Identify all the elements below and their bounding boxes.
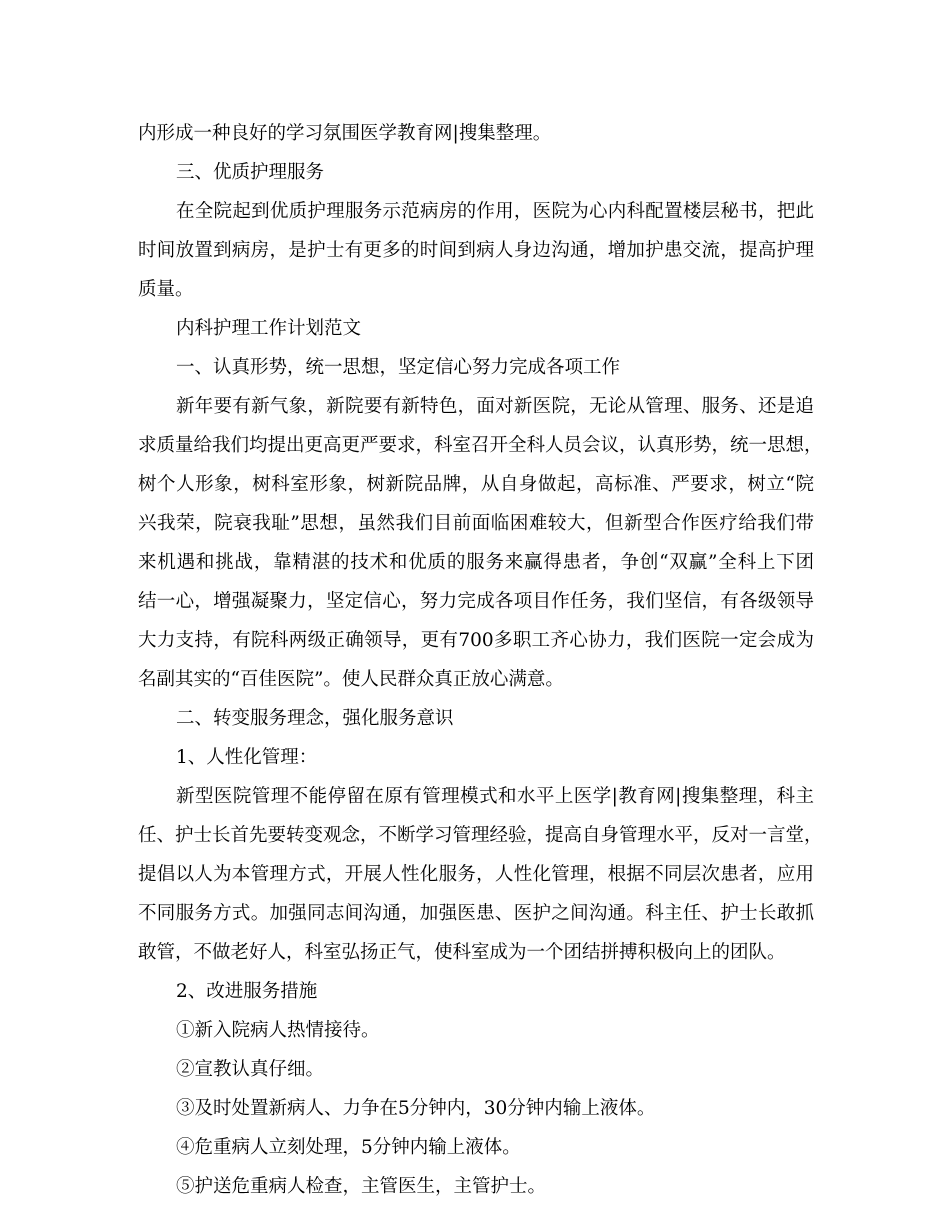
paragraph-line: 树个人形象，树科室形象，树新院品牌，从自身做起，高标准、严要求，树立“院 (138, 474, 814, 495)
paragraph-line: 名副其实的“百佳医院”。使人民群众真正放心满意。 (138, 669, 564, 690)
subsection-heading: 2、改进服务措施 (176, 981, 318, 1002)
paragraph-line: 新型医院管理不能停留在原有管理模式和水平上医学|教育网|搜集整理，科主 (176, 786, 814, 807)
section-heading: 一、认真形势，统一思想，坚定信心努力完成各项工作 (176, 357, 621, 378)
list-item: ②宣教认真仔细。 (176, 1059, 325, 1080)
paragraph-line: 结一心，增强凝聚力，坚定信心，努力完成各项目作任务，我们坚信，有各级领导 (138, 591, 814, 612)
paragraph-line: 大力支持，有院科两级正确领导，更有700多职工齐心协力，我们医院一定会成为 (138, 630, 814, 651)
paragraph-line: 来机遇和挑战，靠精湛的技术和优质的服务来赢得患者，争创“双赢”全科上下团 (138, 552, 814, 573)
subsection-heading: 1、人性化管理： (176, 747, 318, 768)
paragraph-line: 不同服务方式。加强同志间沟通，加强医患、医护之间沟通。科主任、护士长敢抓 (138, 903, 814, 924)
document-title: 内科护理工作计划范文 (176, 318, 362, 339)
paragraph-line: 求质量给我们均提出更高更严要求，科室召开全科人员会议，认真形势，统一思想， (138, 435, 823, 456)
document-body (138, 114, 823, 1206)
paragraph-line: 任、护士长首先要转变观念，不断学习管理经验，提高自身管理水平，反对一言堂， (138, 825, 823, 846)
paragraph-line: 内形成一种良好的学习氛围医学教育网|搜集整理。 (138, 123, 552, 144)
paragraph-line: 新年要有新气象，新院要有新特色，面对新医院，无论从管理、服务、还是追 (176, 396, 814, 417)
list-item: ③及时处置新病人、力争在5分钟内，30分钟内输上液体。 (176, 1098, 656, 1119)
paragraph-line: 提倡以人为本管理方式，开展人性化服务，人性化管理，根据不同层次患者，应用 (138, 864, 814, 885)
section-heading: 三、优质护理服务 (176, 162, 325, 183)
list-item: ①新入院病人热情接待。 (176, 1020, 380, 1041)
paragraph-line: 质量。 (138, 279, 194, 300)
paragraph-line: 时间放置到病房，是护士有更多的时间到病人身边沟通，增加护患交流，提高护理 (138, 240, 814, 261)
paragraph-line: 在全院起到优质护理服务示范病房的作用，医院为心内科配置楼层秘书，把此 (176, 201, 814, 222)
list-item: ⑤护送危重病人检查，主管医生，主管护士。 (176, 1176, 547, 1197)
paragraph-line: 兴我荣，院衰我耻”思想，虽然我们目前面临困难较大，但新型合作医疗给我们带 (138, 513, 814, 534)
section-heading: 二、转变服务理念，强化服务意识 (176, 708, 454, 729)
paragraph-line: 敢管，不做老好人，科室弘扬正气，使科室成为一个团结拼搏积极向上的团队。 (138, 942, 786, 963)
list-item: ④危重病人立刻处理，5分钟内输上液体。 (176, 1137, 521, 1158)
